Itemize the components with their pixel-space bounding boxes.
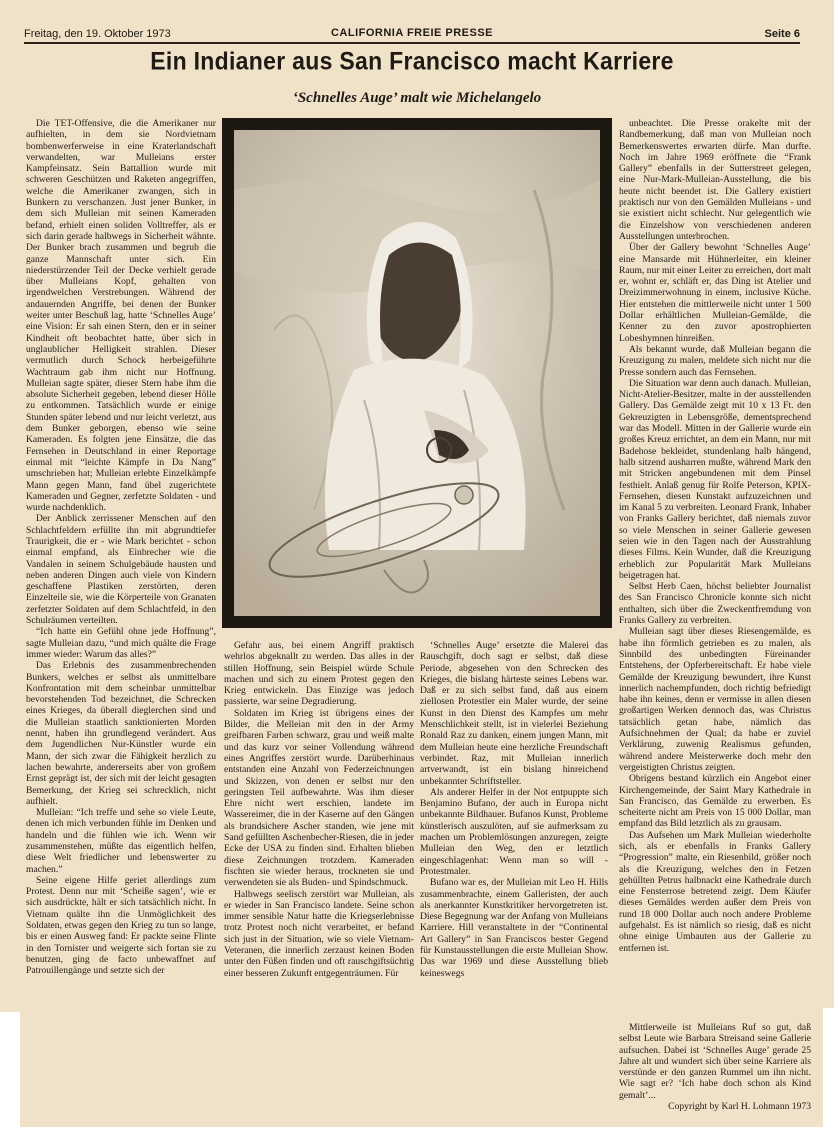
article-column-3 (420, 640, 608, 1115)
issue-date: Freitag, den 19. Oktober 1973 (24, 28, 171, 40)
paragraph: “Ich hatte ein Gefühl ohne jede Hoffnung”, sagte Mulleian dazu, “und mich quälte die Frage immer wieder: Warum das alles?” (26, 626, 216, 660)
paragraph: Selbst Herb Caen, höchst beliebter Journalist des San Francisco Chronicle konnte sich nicht enthalten, sich über die Zweckentfremdung von Franks Gallery zu verbreiten. (619, 581, 811, 627)
painting-illustration (234, 130, 600, 616)
paragraph: Bufano war es, der Mulleian mit Leo H. Hills zusammenbrachte, einem Galleristen, der auch als anerkannter Kunstkritiker hervorgetreten ist. Diese Begegnung war der Anfang von Mulleians Karriere. Hill veranstaltete in der “Continental Art Gallery” in San Franciscos bester Gegend für Kunstausstellungen die erste Mulleian Show. Das war 1969 und diese Ausstellung blieb keineswegs (420, 877, 608, 979)
article-tail (619, 1022, 811, 1112)
paragraph: ‘Schnelles Auge’ ersetzte die Malerei das Rauschgift, doch sagt er selbst, daß diese Periode, abgesehen von den Schrecken des Krieges, die bislang härteste seines Lebens war. Daß er zu sich selbst fand, daß aus einem ziellosen Protestler ein Maler wurde, der seine Kunst in den Dienst des Kampfes um mehr Menschlichkeit stellt, ist in vielerlei Beziehung Ronald Raz zu danken, einem jungen Mann, mit dem Mulleian heute eine herzliche Freundschaft verbindet. Raz, mit Mulleian innerlich artverwandt, ist ein bislang hinreichend unbekannter Schriftsteller. (420, 640, 608, 787)
paragraph: Mittlerweile ist Mulleians Ruf so gut, daß selbst Leute wie Barbara Streisand seine Gallerie aufsuchen. Dabei ist ‘Schnelles Auge’ gerade 25 Jahre alt und wundert sich über seine Karriere als verstünde er den ganzen Rummel um ihn nicht. Wie sagt er? ‘Ich habe doch schon als Kind gemalt’... (619, 1022, 811, 1101)
paragraph: Mulleian: “Ich treffe und sehe so viele Leute, denen ich mich verbunden fühle im Denken und handeln und die fühlen wie ich. Wenn wir zusammenstehen, müßte das eigentlich helfen, diese Welt friedlicher und lebenswerter zu machen.” (26, 807, 216, 875)
paragraph: Die TET-Offensive, die die Amerikaner nur aufhielten, in dem sie Nordvietnam bombenwerferweise in eine Kraterlandschaft verwandelten, war Mulleians erster Kampfeinsatz. Sein Battallion wurde mit schweren Geschützen und Raketen angegriffen, welche die Amerikaner zwangen, sich in Bunkern zu verschanzen. Just jener Bunker, in dem sich Mulleian mit seinen Kameraden befand, erhielt einen soliden Volltreffer, als er sich darin gerade halbwegs in Sicherheit wähnte. Der Bunker brach zusammen und begrub die ganze Mannschaft unter sich. Ein niederstürzender Teil der Decke verhielt gerade über Mulleians Kopf, gehalten von irgendwelchen Verstrebungen. Während der andauernden Angriffe, bei denen der Bunker weiter unter Beschuß lag, hatte ‘Schnelles Auge’ eine Vision: Er sah einen Stern, den er in seiner Kindheit oft beobachtet hatte, über sich in unglaublicher Helligkeit strahlen. Dieser vermutlich durch Schock herbeigeführte Wachtraum gab ihm nicht nur Hoffnung. Mulleian sagte später, dieser Stern habe ihm die absolute Sicherheit gegeben, lebend dieser Hölle zu entkommen. Tatsächlich wurde er einige Stunden später lebend und nur leicht verletzt, aus dem Bunker geborgen, ebenso wie seine Kameraden. Es folgten jene Einsätze, die das Fernsehen in Deutschland in einer Reportage einmal mit “leichte Kämpfe in Da Nang” umschrieben hat; Mulleian erlebte Einzelkämpfe Mann gegen Mann, fand übel zugerichtete Kameraden und Gegner, zerfetzte Soldaten - und wurde nachdenklich. (26, 118, 216, 514)
paragraph: Das Erlebnis des zusammenbrechenden Bunkers, welches er selbst als unmittelbare Konfrontation mit dem scheinbar unmittelbar bevorstehenden Tod bezeichnet, die Schrecken eines Krieges, da überall dieglerchen sind und die Mulleian staatlich sanktionierten Morden nennt, haben ihn grundlegend verändert. Aus dem Jugendlichen Nur-Künstler wurde ein Mann, der sich zwar die Fähigkeit herzlich zu lachen bewahrte, andererseits aber von großem Ernst geprägt ist, der sich mit der leicht gesagten Bemerkung, der Krieg sei schrecklich, nicht aufhielt. (26, 660, 216, 807)
painting-photo (222, 118, 612, 628)
page-margin-cut (0, 1012, 20, 1127)
header-rule (24, 42, 800, 44)
copyright-line: Copyright by Karl H. Lohmann 1973 (668, 1101, 811, 1113)
paragraph: Als bekannt wurde, daß Mulleian begann die Kreuzigung zu malen, meldete sich nicht nur die Presse sondern auch das Fernsehen. (619, 343, 811, 378)
paragraph: Der Anblick zerrissener Menschen auf den Schlachtfeldern erfüllte ihn mit abgrundtiefer Traurigkeit, die er - wie Mark berichtet - schon einmal empfand, als Einbrecher wie die Vandalen in seinem Schulgebäude hausten und neben anderen Dingen auch viele von Kindern geschaffene Plastiken zerstörten, deren Einzelteile sie, wie die Körperteile von Granaten zerfetzter Soldaten auf dem Schlachtfeld, in den Schulräumen verteilten. (26, 513, 216, 627)
paragraph: Mulleian sagt über dieses Riesengemälde, es habe ihn förmlich getrieben es zu malen, als Sinnbild des unbedingten Füreinander Entstehens, der Opferbereitschaft. Er habe viele Gemälde der Kreuzigung bewundert, ihre Kunst innerlich nachempfunden, doch richtig befriedigt habe ihn keines, denn er vermisse in allen diesen großartigen Werken dennoch das, was Christus tatsächlich getan habe, nämlich das Aufsichnehmen der Qual; da habe er zuviel Verklärung, zuwenig Realismus gefunden, während andere Meisterwerke doch mehr den vergeistigten Christus zeigten. (619, 626, 811, 773)
paragraph: unbeachtet. Die Presse orakelte mit der Randbemerkung, daß man von Mulleian noch Bemerkenswertes erwarten dürfe. Man durfte. Noch im Jahre 1969 eröffnete die “Frank Gallery” ebenfalls in der Sutterstreet gelegen, eine Nur-Mark-Mulleian-Ausstellung, die bis heute nicht beendet ist. Die Gallery existiert praktisch nur von den Gemälden Mulleians - und sie existiert nicht schlecht. Nur gelegentlich wie die Einzelshow von verschiedenen anderen Ausstellungen unterbrochen. (619, 118, 811, 242)
paragraph: Seine eigene Hilfe geriet allerdings zum Protest. Denn nur mit ‘Scheiße sagen’, wie er sich ausdrückte, hält er sich tatsächlich nicht. In Vietnam quälte ihn die Unmöglichkeit des Soldaten, etwas gegen den Krieg zu tun so lange, bis er einen Ausweg fand: Er packte seine Flinte in den Tornister und weigerte sich fortan sie zu benutzen, ging de facto unbewaffnet auf Patrouillengänge und setzte sich der (26, 874, 216, 977)
page-number: Seite 6 (764, 28, 800, 40)
paragraph: Die Situation war denn auch danach. Mulleian, Nicht-Atelier-Besitzer, malte in der ausstellenden Gallery. Das Gemälde zeigt mit 10 x 13 Ft. den Gekreuzigten in Lebensgröße, dementsprechend war das Modell. Mitten in der Gallerie wurde ein großes Kreuz errichtet, an dem ein Mann, nur mit Badehose bekleidet, stundenlang halb hängend, halb sitzend ausharren mußte, während Mark den mit Stricken angebundenen mit dem Pinsel festhielt. Anlaß genug für Rolfe Peterson, KPIX-Fernsehen, diesen Kunstakt aufzuzeichnen und im Kanal 5 zu verbreiten. Leonard Frank, Inhaber von Franks Gallery berichtet, daß niemals zuvor so viele Menschen in seiner Gallerie gewesen seien wie in den Tagen nach der Ausstrahlung dieses Films. Kein Wunder, daß die Kreuzigung erheblich zur Popularität Mark Mulleians beigetragen hat. (619, 377, 811, 581)
article-column-2 (224, 640, 414, 1115)
painting-image (234, 130, 600, 616)
paragraph: Obrigens bestand kürzlich ein Angebot einer Kirchengemeinde, der Saint Mary Kathedrale in San Francisco, das Gemälde zu erwerben. Es scheiterte nicht am Preis von 15 000 Dollar, man empfand das Bild letztlich als zu grausam. (619, 773, 811, 830)
paragraph: Das Aufsehen um Mark Mulleian wiederholte sich, als er ebenfalls in Franks Gallery “Progression” malte, ein Riesenbild, größer noch als die Kreuzigung, welches den in Fetzen gehüllten Petrus halbnackt eine Kathedrale durch eine Fensterrose betretend zeigt. Dem Käufer dieses Gemäldes werden außer dem Preis von rund 18 000 Dollar auch noch andere Probleme aufgehalst. Es ist nämlich so riesig, daß es nicht ohne einige Umbauten aus der Gallerie zu entfernen ist. (619, 829, 811, 954)
headline: Ein Indianer aus San Francisco macht Karriere (150, 46, 674, 75)
paragraph: Über der Gallery bewohnt ‘Schnelles Auge’ eine Mansarde mit Hühnerleiter, ein kleiner Raum, nur mit einer Leiter zu erreichen, dort malt er, wohnt er, schläft er, das Ding ist Atelier und Dreizimmerwohnung in einem, inclusive Küche. Hier entstehen die mittlerweile nicht unter 1 500 Dollar erhältlichen Mulleian-Gemälde, die Kenner zu den zuvor apostrophierten Lobeshymnen hinreißen. (619, 242, 811, 344)
subheadline: ‘Schnelles Auge’ malt wie Michelangelo (292, 90, 542, 106)
paragraph: Halbwegs seelisch zerstört war Mulleian, als er wieder in San Francisco landete. Seine schon immer sensible Natur hatte die Kriegserlebnisse trotz Protest noch nicht verarbeitet, er befand sich just in der Situation, wie so viele Vietnam-Veteranen, die innerlich zerzaust keinen Boden unter den Füßen finden und oft rauschgiftsüchtig einer besseren Zukunft entgegenträumen. Für (224, 888, 414, 979)
paragraph: Soldaten im Krieg ist übrigens eines der Bilder, die Melleian mit den in der Army greifbaren Farben schwarz, grau und weiß malte und das kurz vor seiner Vollendung während eines Angriffes zerstört wurde. Darüberhinaus entstanden eine Anzahl von Federzeichnungen und Skizzen, von denen er selbst nur den geringsten Teil aufbewahrte. Was ihm dieser Ehre nicht wert erschien, landete im Wassereimer, die in der Kaserne auf den Gängen als brandsichere Ascher standen, wie jene mit Sand gefüllten Aschenbecher-Riesen, die in jeder Ecke der USA zu finden sind. Erhalten blieben diese Zeichnungen trotzdem. Kameraden fischten sie wieder heraus, trockneten sie und verwendeten sie als Buden- und Spindschmuck. (224, 707, 414, 889)
article-column-1 (26, 118, 216, 1008)
page-header (24, 26, 800, 42)
newspaper-name: CALIFORNIA FREIE PRESSE (330, 27, 494, 39)
article-column-4 (619, 118, 811, 1118)
paragraph: Als anderer Helfer in der Not entpuppte sich Benjamino Bufano, der auch in Europa nicht unbekannte Bildhauer. Bufanos Kunst, Probleme künstlerisch auszulöten, auf sie aufmerksam zu machen um Problemlösungen anzuregen, zeigte Mulleian den Weg, den er letztlich eingeschlagenhat: Wenn man so will - Protestmaler. (420, 786, 608, 877)
paragraph: Gefahr aus, bei einem Angriff praktisch wehrlos abgeknallt zu werden. Das alles in der stillen Hoffnung, sein Beispiel würde Schule machen und sich zu einem Protest gegen den Krieg entwickeln. Das Einzige was jedoch passierte, war seine Degradierung. (224, 640, 414, 708)
